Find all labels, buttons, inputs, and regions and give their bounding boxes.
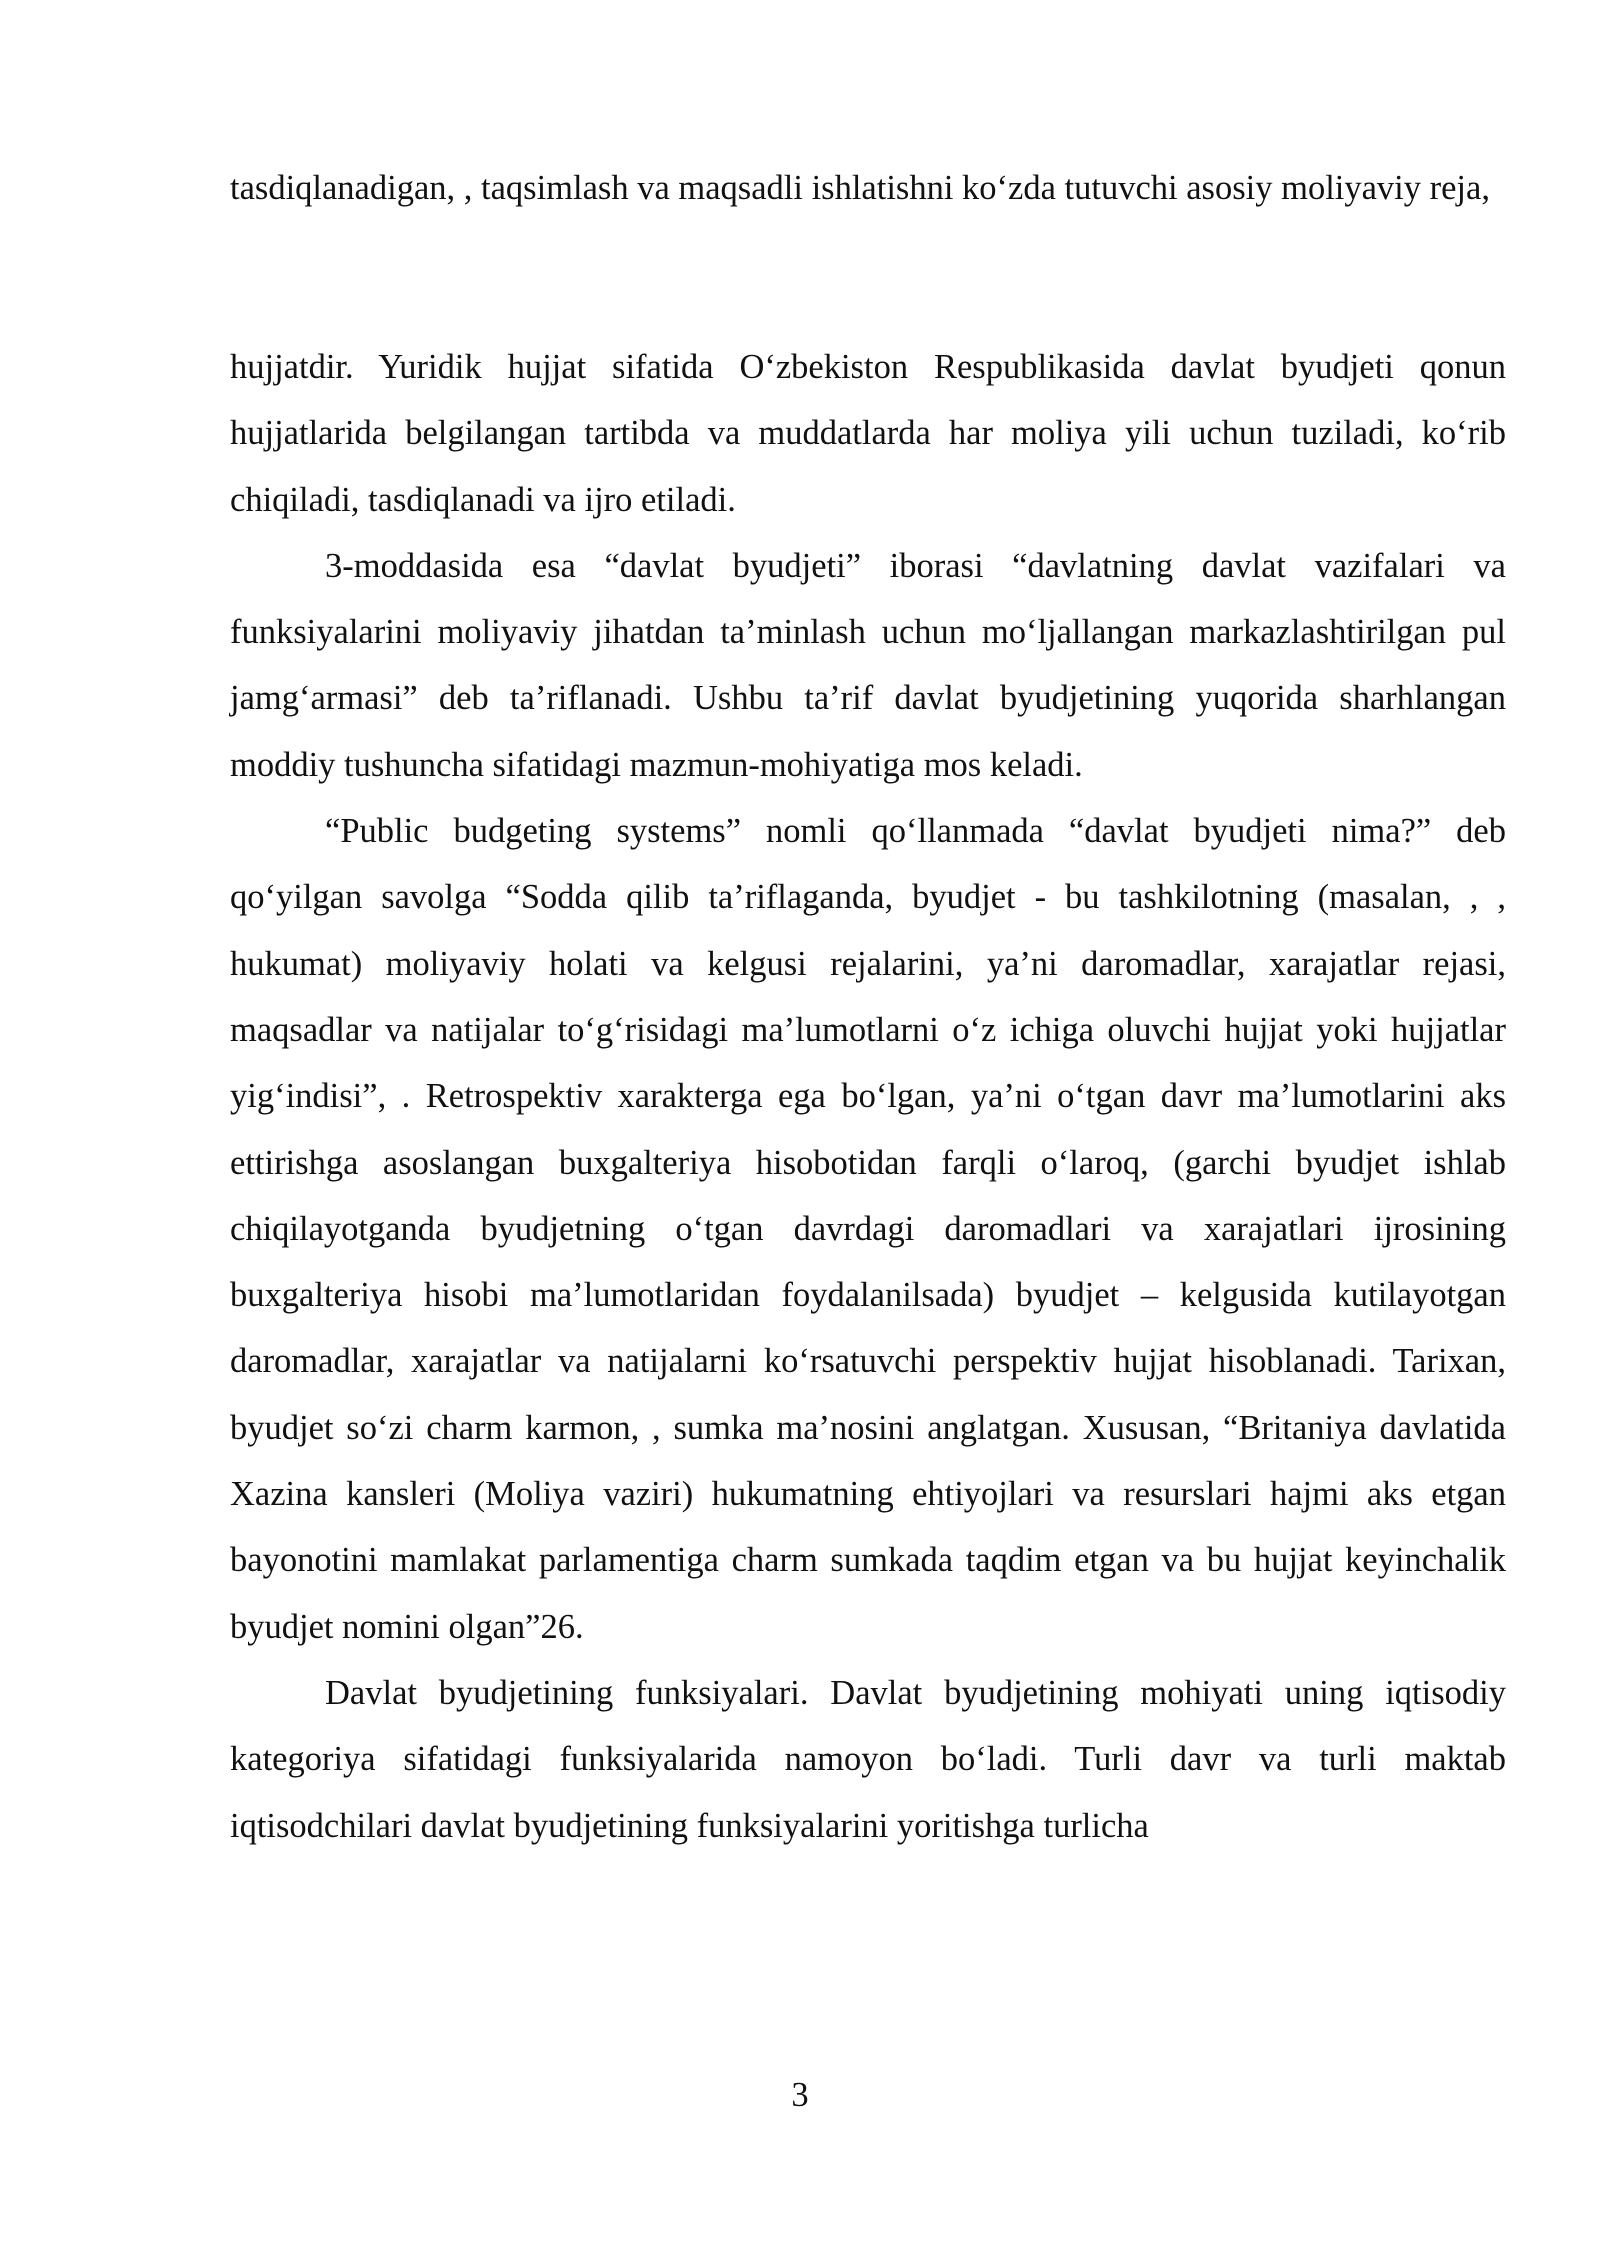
paragraph-4: “Public budgeting systems” nomli qo‘llanmada “davlat byudjeti nima?” deb qo‘yilgan savolga “Sodda qilib ta’riflaganda, byudjet - bu tashkilotning (masalan, , , hukumat) moliyaviy holati va kelgusi rejalarini, ya’ni daromadlar, xarajatlar rejasi, maqsadlar va natijalar to‘g‘risidagi ma’lumotlarni o‘z ichiga oluvchi hujjat yoki hujjatlar yig‘indisi”, . Retrospektiv xarakterga ega bo‘lgan, ya’ni o‘tgan davr ma’lumotlarini aks ettirishga asoslangan buxgalteriya hisobotidan farqli o‘laroq, (garchi byudjet ishlab chiqilayotganda byudjetning o‘tgan davrdagi daromadlari va xarajatlari ijrosining buxgalteriya hisobi ma’lumotlaridan foydalanilsada) byudjet – kelgusida kutilayotgan daromadlar, xarajatlar va natijalarni ko‘rsatuvchi perspektiv hujjat hisoblanadi. Tarixan, byudjet so‘zi charm karmon, , sumka ma’nosini anglatgan. Xususan, “Britaniya davlatida Xazina kansleri (Moliya vaziri) hukumatning ehtiyojlari va resurslari hajmi aks etgan bayonotini mamlakat parlamentiga charm sumkada taqdim etgan va bu hujjat keyinchalik byudjet nomini olgan”26. — [230, 812, 1506, 1646]
body-text — [230, 334, 1506, 1859]
paragraph-1: tasdiqlanadigan, , taqsimlash va maqsadli ishlatishni ko‘zda tutuvchi asosiy moliyaviy reja, — [230, 169, 1490, 207]
intro-fragment — [230, 155, 1506, 221]
paragraph-3: 3-moddasida esa “davlat byudjeti” iborasi “davlatning davlat vazifalari va funksiyalarini moliyaviy jihatdan ta’minlash uchun mo‘ljallangan markazlashtirilgan pul jamg‘armasi” deb ta’riflanadi. Ushbu ta’rif davlat byudjetining yuqorida sharhlangan moddiy tushuncha sifatidagi mazmun-mohiyatiga mos keladi. — [230, 546, 1506, 784]
paragraph-2: hujjatdir. Yuridik hujjat sifatida O‘zbekiston Respublikasida davlat byudjeti qonun hujjatlarida belgilangan tartibda va muddatlarda har moliya yili uchun tuziladi, ko‘rib chiqiladi, tasdiqlanadi va ijro etiladi. — [230, 348, 1506, 519]
page-number: 3 — [791, 2076, 809, 2114]
paragraph-5: Davlat byudjetining funksiyalari. Davlat byudjetining mohiyati uning iqtisodiy kategoriya sifatidagi funksiyalarida namoyon bo‘ladi. Turli davr va turli maktab iqtisodchilari davlat byudjetining funksiyalarini yoritishga turlicha — [230, 1673, 1506, 1845]
